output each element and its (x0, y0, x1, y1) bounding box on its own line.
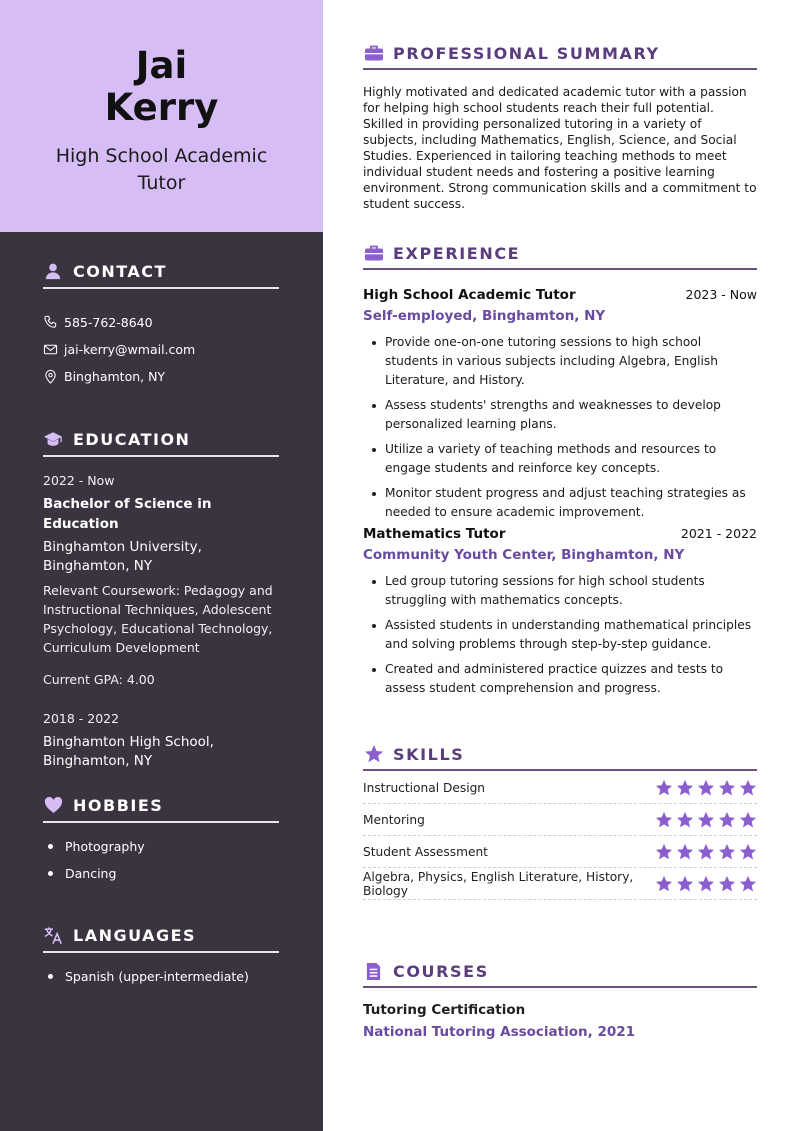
briefcase-icon (363, 43, 384, 64)
courses-title: COURSES (393, 961, 489, 981)
education-dates: 2022 - Now (43, 473, 115, 488)
job-bullet: Utilize a variety of teaching methods and resources to engage students and reinforce key concepts. (363, 440, 757, 478)
sidebar (0, 0, 323, 1131)
summary-section (363, 38, 757, 212)
phone-text: 585-762-8640 (64, 315, 153, 330)
rating-star-icon (655, 779, 673, 797)
hobbies-heading (43, 793, 279, 823)
job-bullet: Provide one-on-one tutoring sessions to high school students in various subjects including Algebra, English Literature, and History. (363, 333, 757, 390)
job-company: Community Youth Center, Binghamton, NY (363, 547, 685, 563)
courses-section (363, 956, 757, 1040)
location-text: Binghamton, NY (64, 369, 166, 384)
job-bullet: Assess students' strengths and weaknesses to develop personalized learning plans. (363, 396, 757, 434)
job-bullets (363, 333, 757, 522)
skills-heading (363, 739, 757, 771)
skill-row (363, 772, 757, 804)
languages-section (43, 923, 279, 990)
job-bullet: Monitor student progress and adjust teaching strategies as needed to ensure academic improvement. (363, 484, 757, 522)
rating-star-icon (676, 811, 694, 829)
rating-star-icon (718, 779, 736, 797)
rating-star-icon (697, 779, 715, 797)
job-bullet: Created and administered practice quizzes and tests to assess student comprehension and progress. (363, 660, 757, 698)
education-school: Binghamton University, Binghamton, NY (43, 539, 202, 574)
rating-star-icon (739, 875, 757, 893)
education-item (43, 471, 279, 689)
education-degree: Bachelor of Science in Education (43, 496, 212, 532)
education-section (43, 427, 279, 771)
skill-row (363, 836, 757, 868)
document-list-icon (363, 961, 384, 982)
hobbies-section (43, 793, 279, 887)
skill-name: Instructional Design (363, 780, 486, 795)
rating-star-icon (718, 843, 736, 861)
job-bullets (363, 572, 757, 698)
job-company: Self-employed, Binghamton, NY (363, 308, 606, 324)
skill-rating (655, 875, 757, 893)
course-org: National Tutoring Association, 2021 (363, 1024, 636, 1040)
experience-item (363, 526, 757, 704)
email-icon (43, 342, 58, 357)
name-header (0, 0, 323, 232)
rating-star-icon (739, 779, 757, 797)
last-name: Kerry (104, 86, 219, 129)
location-row (43, 363, 279, 390)
email-row (43, 336, 279, 363)
person-icon (43, 261, 63, 281)
email-text: jai-kerry@wmail.com (64, 342, 196, 357)
graduation-cap-icon (43, 429, 63, 449)
job-dates: 2023 - Now (685, 287, 757, 302)
hobbies-title: HOBBIES (73, 795, 164, 815)
job-bullet: Led group tutoring sessions for high school students struggling with mathematics concepts. (363, 572, 757, 610)
education-coursework: Relevant Coursework: Pedagogy and Instructional Techniques, Adolescent Psychology, Educational Technology, Curriculum Development (43, 583, 273, 655)
contact-title: CONTACT (73, 261, 167, 281)
experience-heading (363, 238, 757, 270)
summary-heading (363, 38, 757, 70)
rating-star-icon (655, 875, 673, 893)
heart-icon (43, 795, 63, 815)
phone-icon (43, 315, 58, 330)
experience-section (363, 238, 757, 270)
rating-star-icon (676, 779, 694, 797)
education-heading (43, 427, 279, 457)
skill-name: Student Assessment (363, 844, 488, 859)
education-title: EDUCATION (73, 429, 191, 449)
education-school: Binghamton High School, Binghamton, NY (43, 734, 214, 769)
languages-title: LANGUAGES (73, 925, 197, 945)
summary-text: Highly motivated and dedicated academic tutor with a passion for helping high school students reach their full potential. Skilled in providing personalized tutoring in a variety of subjects, including Mathematics, English, Science, and Social Studies. Experienced in tailoring teaching methods to meet individual student needs and fostering a positive learning environment. Strong communication skills and a commitment to student success. (363, 85, 757, 211)
rating-star-icon (676, 843, 694, 861)
rating-star-icon (655, 843, 673, 861)
rating-star-icon (697, 843, 715, 861)
summary-title: PROFESSIONAL SUMMARY (393, 43, 660, 63)
rating-star-icon (718, 811, 736, 829)
rating-star-icon (697, 811, 715, 829)
rating-star-icon (739, 843, 757, 861)
rating-star-icon (718, 875, 736, 893)
language-item: Spanish (upper-intermediate) (43, 963, 279, 990)
experience-title: EXPERIENCE (393, 243, 521, 263)
languages-heading (43, 923, 279, 953)
education-item (43, 709, 279, 771)
experience-item (363, 287, 757, 528)
location-pin-icon (43, 369, 58, 384)
first-name: Jai (135, 44, 188, 87)
education-gpa: Current GPA: 4.00 (43, 672, 155, 687)
contact-section (43, 259, 279, 390)
rating-star-icon (676, 875, 694, 893)
skill-rating (655, 779, 757, 797)
courses-heading (363, 956, 757, 988)
rating-star-icon (697, 875, 715, 893)
job-bullet: Assisted students in understanding mathematical principles and solving problems through step-by-step guidance. (363, 616, 757, 654)
briefcase-icon (363, 243, 384, 264)
job-role: High School Academic Tutor (363, 287, 576, 303)
skill-rating (655, 811, 757, 829)
rating-star-icon (739, 811, 757, 829)
job-title: High School Academic Tutor (55, 145, 268, 194)
job-dates: 2021 - 2022 (680, 526, 757, 541)
skill-rating (655, 843, 757, 861)
skills-section (363, 739, 757, 900)
hobby-item: Dancing (43, 860, 279, 887)
skill-row (363, 804, 757, 836)
rating-star-icon (655, 811, 673, 829)
job-role: Mathematics Tutor (363, 526, 506, 542)
skill-row (363, 868, 757, 900)
hobby-item: Photography (43, 833, 279, 860)
skills-title: SKILLS (393, 744, 465, 764)
phone-row (43, 309, 279, 336)
star-icon (363, 744, 384, 765)
course-item (363, 1002, 757, 1040)
contact-heading (43, 259, 279, 289)
course-name: Tutoring Certification (363, 1002, 526, 1018)
skill-name: Algebra, Physics, English Literature, History, Biology (363, 869, 634, 898)
education-dates: 2018 - 2022 (43, 711, 120, 726)
skill-name: Mentoring (363, 812, 425, 827)
translate-icon (43, 925, 63, 945)
